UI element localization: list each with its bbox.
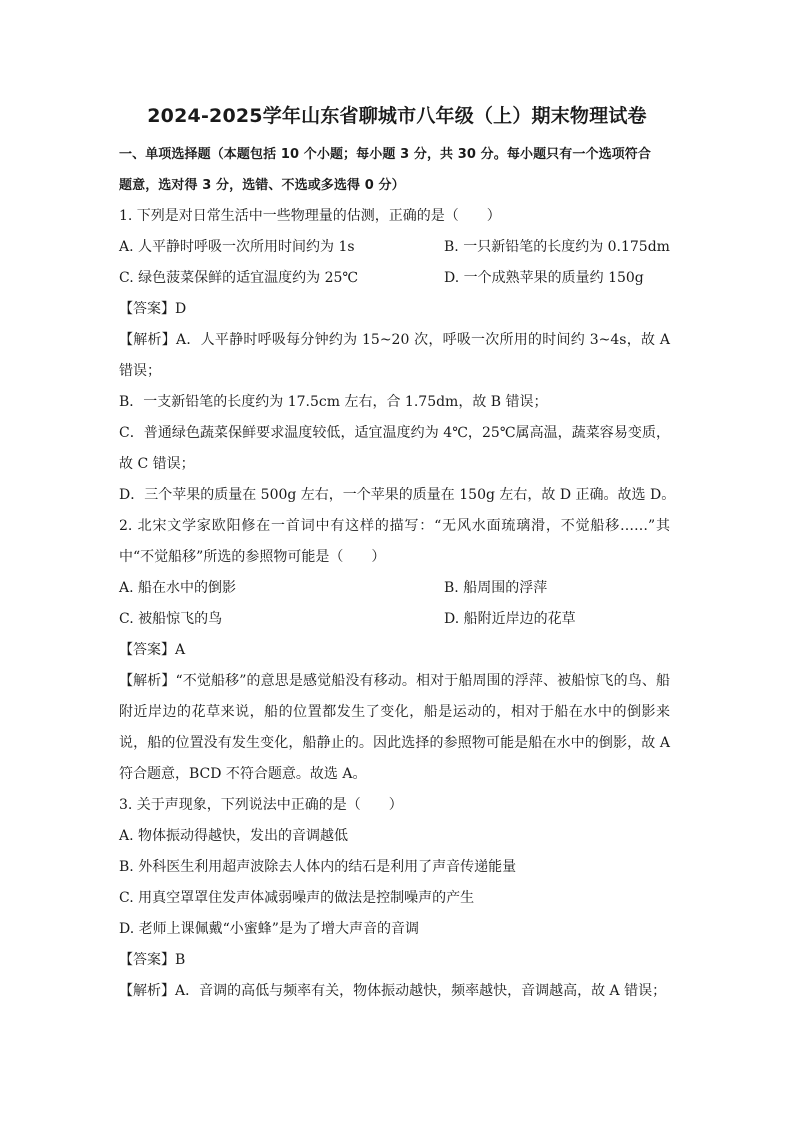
option-b: B. 船周围的浮萍 [444, 580, 548, 596]
answer-value: A [175, 642, 186, 658]
answer-label: 【答案】 [119, 952, 175, 968]
analysis-text: A．人平静时呼吸每分钟约为 15~20 次，呼吸一次所用的时间约 3~4s，故 A 错误； [119, 332, 671, 379]
option-a: A. 船在水中的倒影 [119, 580, 237, 596]
analysis-label: 【解析】 [119, 983, 175, 999]
analysis-text: A．音调的高低与频率有关，物体振动越快，频率越快，音调越高，故 A 错误； [175, 983, 667, 999]
options-row [119, 573, 670, 604]
option-b: B. 外科医生利用超声波除去人体内的结石是利用了声音传递能量 [119, 859, 517, 875]
page-title: 2024-2025学年山东省聊城市八年级（上）期末物理试卷 [147, 105, 647, 127]
options-row [119, 232, 670, 263]
analysis-label: 【解析】 [119, 332, 176, 348]
options-row [119, 604, 670, 635]
question-stem: 2. 北宋文学家欧阳修在一首词中有这样的描写：“无风水面琉璃滑，不觉船移……”其中“不觉船移”所选的参照物可能是（ ） [119, 518, 670, 565]
option-a: A. 人平静时呼吸一次所用时间约为 1s [119, 239, 355, 255]
answer-line [119, 294, 670, 325]
section-heading: 一、单项选择题（本题包括 10 个小题；每小题 3 分，共 30 分。每小题只有一个选项符合 [119, 147, 651, 162]
option-d: D. 一个成熟苹果的质量约 150g [444, 270, 644, 286]
question-stem: 1. 下列是对日常生活中一些物理量的估测，正确的是（ ） [119, 208, 501, 224]
analysis-label: 【解析】 [119, 673, 176, 689]
question-stem: 3. 关于声现象，下列说法中正确的是（ ） [119, 797, 403, 813]
question-1 [119, 201, 676, 511]
option-d: D. 船附近岸边的花草 [444, 611, 576, 627]
answer-line [119, 945, 670, 976]
option-c: C. 绿色菠菜保鲜的适宜温度约为 25℃ [119, 270, 359, 286]
answer-value: D [175, 301, 187, 317]
analysis-paragraph [119, 666, 670, 790]
option-d: D. 老师上课佩戴“小蜜蜂”是为了增大声音的音调 [119, 921, 419, 937]
analysis-paragraph [119, 325, 670, 387]
option-c: C. 被船惊飞的鸟 [119, 611, 223, 627]
option-b: B. 一只新铅笔的长度约为 0.175dm [444, 239, 670, 255]
option-c: C. 用真空罩罩住发声体减弱噪声的做法是控制噪声的产生 [119, 890, 475, 906]
question-3 [119, 790, 670, 1007]
question-2 [119, 511, 670, 790]
options-row [119, 263, 670, 294]
analysis-text: C．普通绿色蔬菜保鲜要求温度较低，适宜温度约为 4℃，25℃属高温，蔬菜容易变质，故 C 错误； [119, 425, 670, 472]
analysis-text: “不觉船移”的意思是感觉船没有移动。相对于船周围的浮萍、被船惊飞的鸟、船附近岸边的花草来说，船的位置都发生了变化，船是运动的，相对于船在水中的倒影来说，船的位置没有发生变化，船静止的。因此选择的参照物可能是船在水中的倒影，故 A 符合题意，BCD 不符合题意。故选 A。 [119, 673, 671, 782]
section-heading-cont: 题意，选对得 3 分，选错、不选或多选得 0 分） [119, 178, 405, 193]
option-a: A. 物体振动得越快，发出的音调越低 [119, 828, 349, 844]
analysis-paragraph [119, 976, 670, 1007]
answer-label: 【答案】 [119, 642, 175, 658]
answer-value: B [175, 952, 186, 968]
answer-label: 【答案】 [119, 301, 175, 317]
document-content [119, 139, 676, 1007]
analysis-text: B．一支新铅笔的长度约为 17.5cm 左右，合 1.75dm，故 B 错误； [119, 394, 548, 410]
analysis-text: D．三个苹果的质量在 500g 左右，一个苹果的质量在 150g 左右，故 D 正确。故选 D。 [119, 487, 676, 503]
answer-line [119, 635, 670, 666]
